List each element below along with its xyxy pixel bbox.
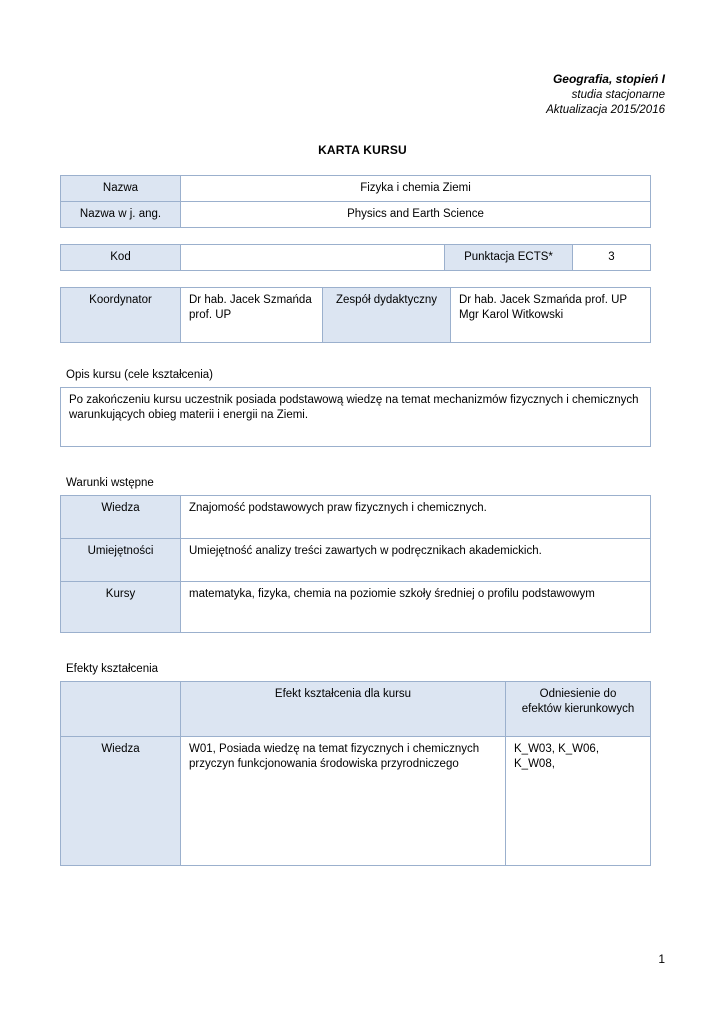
- coordinator-value: Dr hab. Jacek Szmańda prof. UP: [181, 288, 323, 343]
- table-row: [61, 737, 651, 866]
- table-row: [61, 388, 651, 447]
- team-label: Zespół dydaktyczny: [323, 288, 451, 343]
- row-label-nazwa-ang: Nazwa w j. ang.: [61, 201, 181, 227]
- team-value: Dr hab. Jacek Szmańda prof. UP Mgr Karol Witkowski: [451, 288, 651, 343]
- prereq-value-umiejetnosci: Umiejętność analizy treści zawartych w podręcznikach akademickich.: [181, 539, 651, 582]
- outcomes-row-effect: W01, Posiada wiedzę na temat fizycznych i chemicznych przyczyn funkcjonowania środowiska przyrodniczego: [181, 737, 506, 866]
- row-value-nazwa: Fizyka i chemia Ziemi: [181, 175, 651, 201]
- outcomes-col-effect: Efekt kształcenia dla kursu: [181, 682, 506, 737]
- outcomes-row-label: Wiedza: [61, 737, 181, 866]
- table-row: [61, 175, 651, 201]
- header-mode: studia stacjonarne: [571, 88, 665, 101]
- row-label-nazwa: Nazwa: [61, 175, 181, 201]
- outcomes-col-empty: [61, 682, 181, 737]
- description-text: Po zakończeniu kursu uczestnik posiada podstawową wiedzę na temat mechanizmów fizycznych i chemicznych warunkujących obieg materii i energii na Ziemi.: [61, 388, 651, 447]
- description-label: Opis kursu (cele kształcenia): [66, 369, 213, 382]
- name-table: [60, 175, 651, 228]
- prereq-value-wiedza: Znajomość podstawowych praw fizycznych i chemicznych.: [181, 496, 651, 539]
- prereq-value-kursy: matematyka, fizyka, chemia na poziomie szkoły średniej o profilu podstawowym: [181, 582, 651, 633]
- table-row: [61, 682, 651, 737]
- code-label: Kod: [61, 244, 181, 270]
- prereq-label-kursy: Kursy: [61, 582, 181, 633]
- outcomes-col-reference: Odniesienie do efektów kierunkowych: [506, 682, 651, 737]
- page-number: 1: [658, 952, 665, 966]
- header-program: Geografia, stopień I: [552, 72, 665, 86]
- table-row: [61, 496, 651, 539]
- coordinator-label: Koordynator: [61, 288, 181, 343]
- staff-table: [60, 287, 651, 343]
- prereq-label-umiejetnosci: Umiejętności: [61, 539, 181, 582]
- prerequisites-table: [60, 495, 651, 633]
- ects-label: Punktacja ECTS*: [445, 244, 573, 270]
- outcomes-label: Efekty kształcenia: [66, 663, 159, 676]
- table-row: [61, 539, 651, 582]
- table-row: [61, 244, 651, 270]
- description-table: [60, 387, 651, 447]
- name-table-wrapper: [60, 175, 665, 228]
- table-row: [61, 201, 651, 227]
- document-header: [60, 0, 665, 119]
- outcomes-row-reference: K_W03, K_W06, K_W08,: [506, 737, 651, 866]
- outcomes-table: [60, 681, 651, 866]
- code-ects-table: [60, 244, 651, 271]
- header-update: Aktualizacja 2015/2016: [546, 104, 665, 117]
- row-value-nazwa-ang: Physics and Earth Science: [181, 201, 651, 227]
- prerequisites-label: Warunki wstępne: [66, 477, 154, 490]
- table-row: [61, 288, 651, 343]
- code-value: [181, 244, 445, 270]
- page-title: KARTA KURSU: [318, 142, 407, 157]
- prereq-label-wiedza: Wiedza: [61, 496, 181, 539]
- table-row: [61, 582, 651, 633]
- ects-value: 3: [573, 244, 651, 270]
